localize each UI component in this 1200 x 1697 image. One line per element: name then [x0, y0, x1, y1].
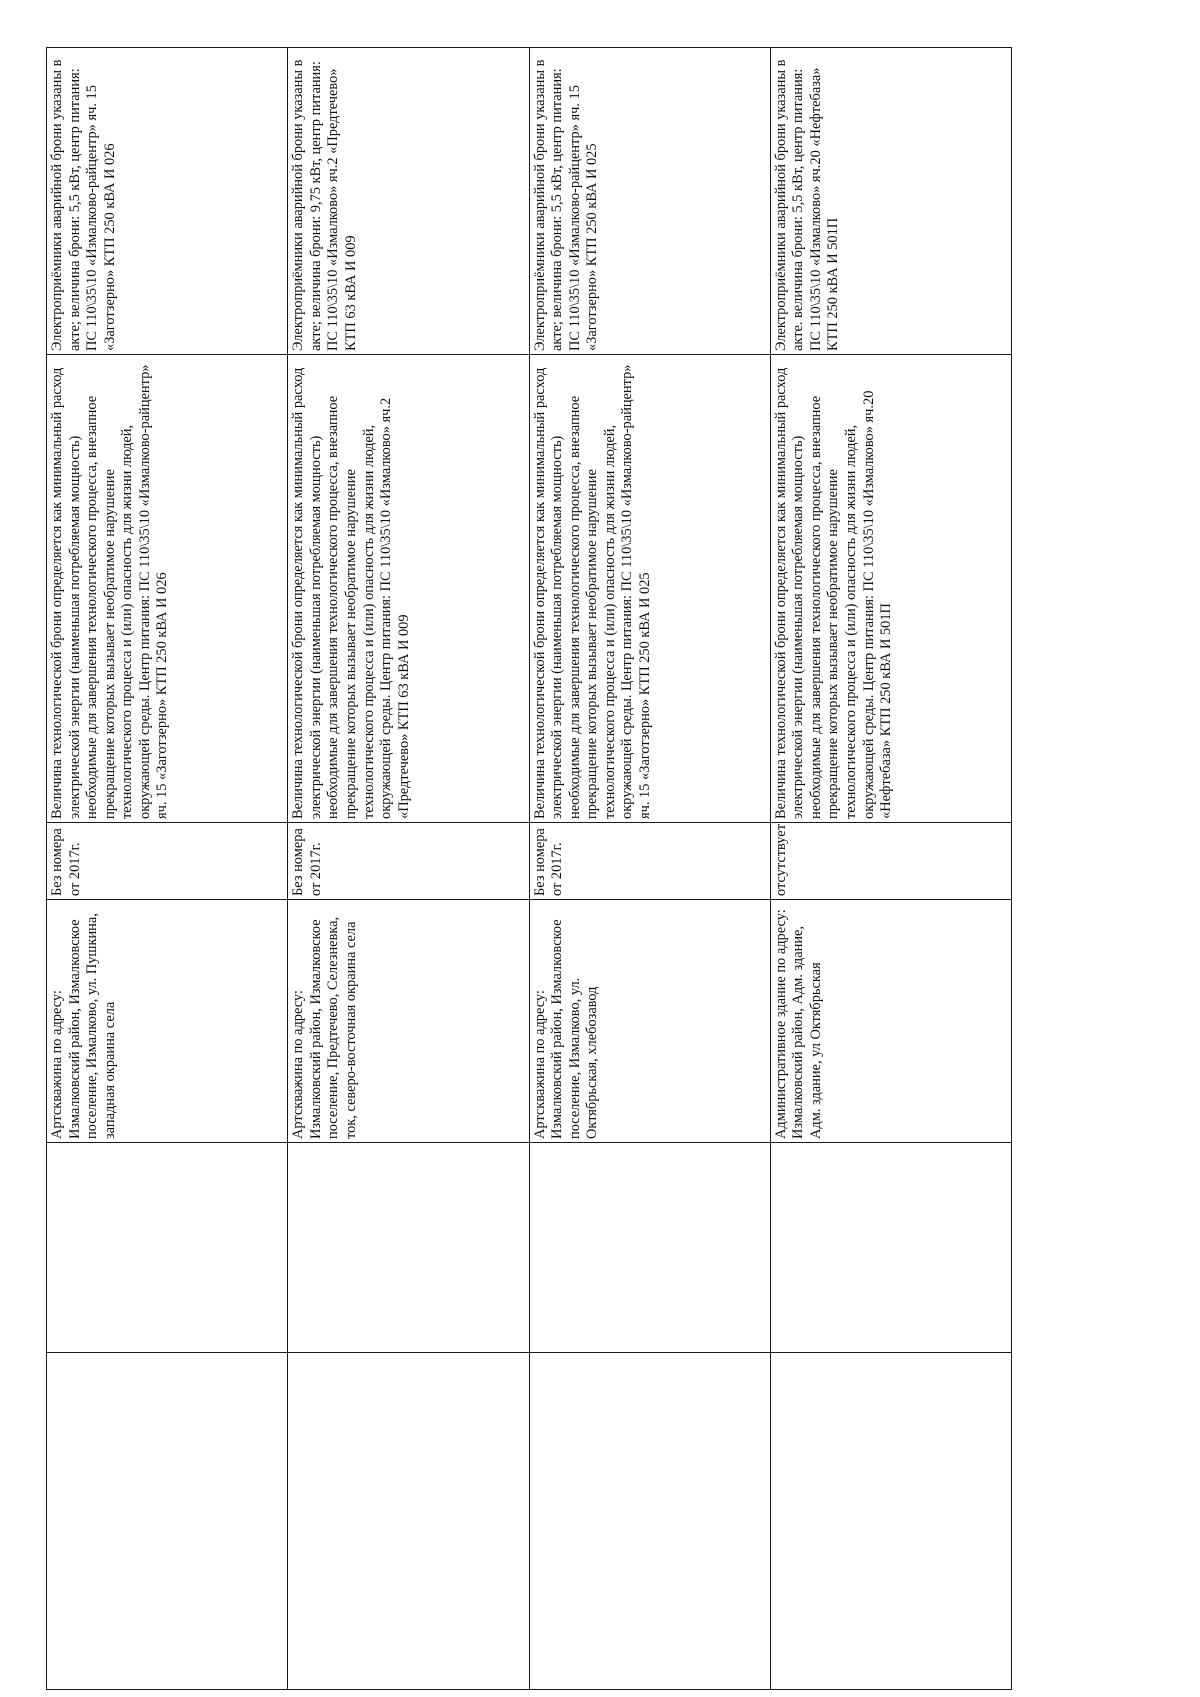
empty-cell	[770, 1143, 1011, 1353]
object-text: Артскважина по адресу: Измалковский район, Измалковское поселение, Предтечево, Селезневка, ток, северо-восточная окраина села	[290, 916, 359, 1139]
tech-reserve-cell	[770, 355, 1011, 823]
reserve-table	[46, 47, 1012, 1690]
object-cell	[529, 900, 770, 1143]
emergency-reserve-cell	[47, 48, 288, 355]
empty-cell	[47, 1353, 288, 1690]
emergency-reserve-cell	[770, 48, 1011, 355]
tech-reserve-cell	[47, 355, 288, 823]
act-text: Без номера от 2017г.	[290, 828, 324, 896]
act-cell	[529, 823, 770, 900]
object-text: Артскважина по адресу: Измалковский район, Измалковское поселение, Измалково, ул. Пушкина, западная окраина села	[49, 913, 118, 1139]
table-row	[770, 48, 1011, 1690]
rotated-table-wrapper	[46, 48, 1012, 1690]
empty-cell	[288, 1353, 529, 1690]
act-cell	[47, 823, 288, 900]
act-cell	[288, 823, 529, 900]
table-row	[288, 48, 529, 1690]
emergency-reserve-text: Электроприёмники аварийной брони указаны в акте; величина брони: 9,75 кВт, центр питания: ПС 110\35\10 «Измалково» яч.2 «Предтечево» КТП 63 кВА И 009	[290, 59, 359, 351]
tech-reserve-text: Величина технологической брони определяется как минимальный расход электрической энергии (наименьшая потребляемая мощность) необходимые для завершения технологического процесса, внезапное прекращение которых вызывает необратимое нарушение технологического процесса и (или) опасность для жизни людей, окружающей среды. Центр питания: ПС 110\35\10 «Измалково-райцентр» яч. 15 «Заготзерно» КТП 250 кВА И 026	[49, 364, 171, 819]
empty-cell	[47, 1143, 288, 1353]
emergency-reserve-cell	[529, 48, 770, 355]
table-row	[529, 48, 770, 1690]
tech-reserve-text: Величина технологической брони определяется как минимальный расход электрической энергии (наименьшая потребляемая мощность) необходимые для завершения технологического процесса, внезапное прекращение которых вызывает необратимое нарушение технологического процесса и (или) опасность для жизни людей, окружающей среды. Центр питания: ПС 110\35\10 «Измалково» яч.2 «Предтечево» КТП 63 кВА И 009	[290, 367, 412, 819]
object-cell	[770, 900, 1011, 1143]
act-text: Без номера от 2017г.	[531, 828, 566, 896]
object-text: Административное здание по адресу: Измалковский район, Адм. здание, Адм. здание, ул Октябрьская	[772, 909, 824, 1139]
act-cell	[770, 823, 1011, 900]
empty-cell	[529, 1143, 770, 1353]
act-text: отсутствует	[772, 824, 789, 896]
object-cell	[288, 900, 529, 1143]
emergency-reserve-text: Электроприёмники аварийной брони указаны в акте; величина брони: 5,5 кВт, центр питания: ПС 110\35\10 «Измалково-райцентр» яч. 15 «Заготзерно» КТП 250 кВА И 026	[49, 59, 118, 351]
emergency-reserve-text: Электроприёмники аварийной брони указаны в акте. величина брони: 5,5 кВт, центр питания: ПС 110\35\10 «Измалково» яч.20 «Нефтебаза» КТП 250 кВА И 501П	[772, 59, 842, 351]
empty-cell	[288, 1143, 529, 1353]
object-text: Артскважина по адресу: Измалковский район, Измалковское поселение, Измалково, ул. Октябрьская, хлебозавод	[531, 919, 601, 1139]
tech-reserve-cell	[288, 355, 529, 823]
table-row	[47, 48, 288, 1690]
act-text: Без номера от 2017г.	[49, 828, 83, 896]
emergency-reserve-text: Электроприёмники аварийной брони указаны в акте; величина брони: 5,5 кВт, центр питания: ПС 110\35\10 «Измалково-райцентр» яч. 15 «Заготзерно» КТП 250 кВА И 025	[531, 59, 601, 351]
tech-reserve-text: Величина технологической брони определяется как минимальный расход электрической энергии (наименьшая потребляемая мощность) необходимые для завершения технологического процесса, внезапное прекращение которых вызывает необратимое нарушение технологического процесса и (или) опасность для жизни людей, окружающей среды. Центр питания: ПС 110\35\10 «Измалково-райцентр» яч. 15 «Заготзерно» КТП 250 кВА И 025	[531, 364, 653, 819]
tech-reserve-text: Величина технологической брони определяется как минимальный расход электрической энергии (наименьшая потребляемая мощность) необходимые для завершения технологического процесса, внезапное прекращение которых вызывает необратимое нарушение технологического процесса и (или) опасность для жизни людей, окружающей среды. Центр питания: ПС 110\35\10 «Измалково» яч.20 «Нефтебаза» КТП 250 кВА И 501П	[772, 367, 895, 819]
tech-reserve-cell	[529, 355, 770, 823]
object-cell	[47, 900, 288, 1143]
emergency-reserve-cell	[288, 48, 529, 355]
empty-cell	[770, 1353, 1011, 1690]
empty-cell	[529, 1353, 770, 1690]
